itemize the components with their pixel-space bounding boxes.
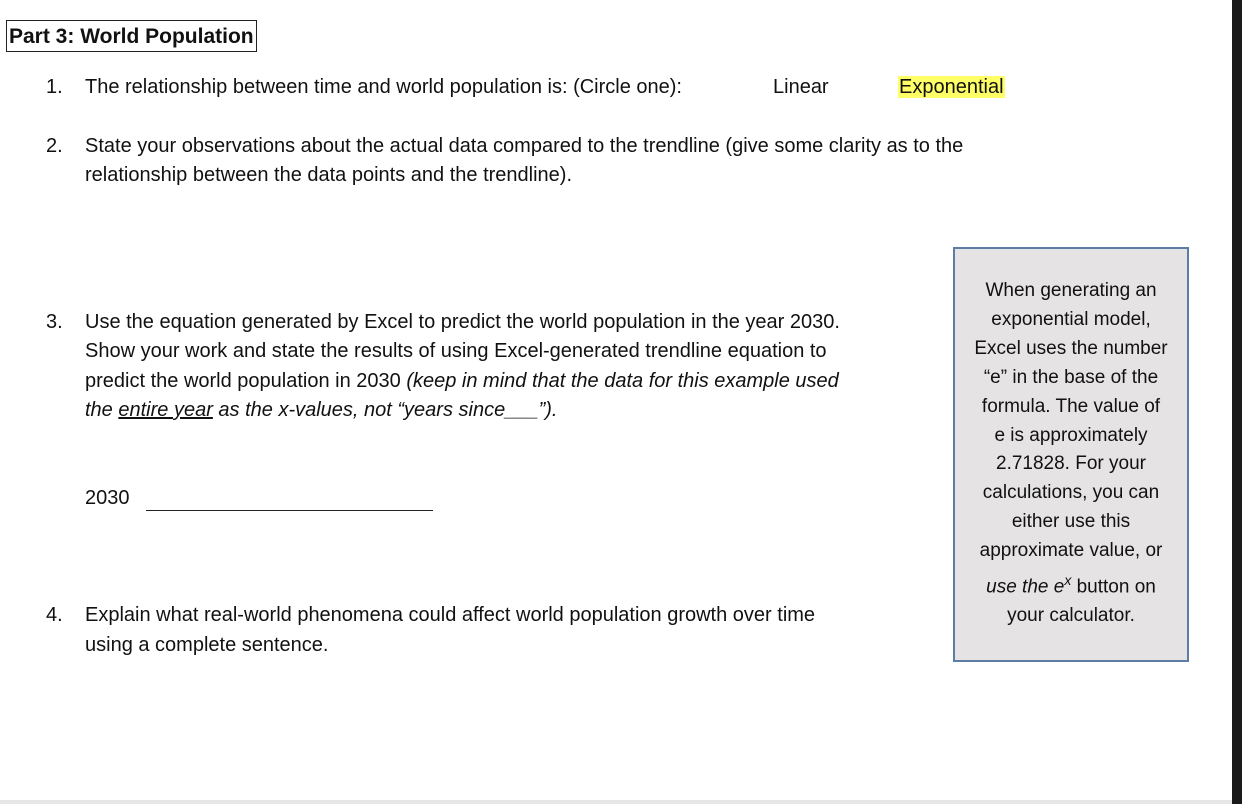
note-use-the: use the e — [986, 576, 1065, 598]
option-exponential — [898, 73, 1005, 102]
question-4-line-1: Explain what real-world phenomena could affect world population growth over time — [85, 604, 816, 626]
note-line: your calculator. — [1007, 605, 1135, 627]
section-title: Part 3: World Population — [6, 20, 257, 52]
window-edge-bottom — [0, 800, 1232, 804]
question-1-text: The relationship between time and world population is: (Circle one): — [85, 76, 682, 98]
answer-blank-line[interactable] — [146, 510, 433, 511]
note-line-ex — [965, 566, 1177, 602]
question-4-line-2: using a complete sentence. — [85, 634, 329, 656]
question-3-line-3 — [85, 367, 839, 396]
note-line: formula. The value of — [981, 395, 1161, 417]
note-line: Excel uses the number — [974, 337, 1168, 359]
note-line: exponential model, — [991, 308, 1151, 330]
note-line: “e” in the base of the — [983, 366, 1159, 388]
question-3-line-1: Use the equation generated by Excel to predict the world population in the year 2030. — [85, 311, 840, 333]
question-3-line-4-c: as the x-values, not “years since — [212, 399, 506, 421]
note-line: e is approximately — [994, 424, 1148, 446]
question-4-number: 4. — [46, 604, 63, 626]
question-3-line-4-e: ”). — [538, 399, 558, 421]
note-line: either use this — [1011, 511, 1131, 533]
question-2-number: 2. — [46, 135, 63, 157]
question-3-line-2: Show your work and state the results of using Excel-generated trendline equation to — [85, 340, 827, 362]
question-3-number: 3. — [46, 311, 63, 333]
question-3-line-3-italic: (keep in mind that the data for this example used — [406, 370, 839, 392]
question-3-line-4 — [85, 396, 557, 425]
question-3-line-4-a: the — [85, 399, 119, 421]
question-3-entire-year: entire year — [118, 399, 213, 421]
note-line: 2.71828. For your — [996, 453, 1146, 475]
question-2-line-1: State your observations about the actual data compared to the trendline (give some clarity as to the — [85, 135, 964, 157]
window-edge-right — [1232, 0, 1242, 804]
question-3-line-3-plain: predict the world population in 2030 — [85, 370, 407, 392]
note-line: calculations, you can — [982, 482, 1160, 504]
question-3-line-4-blank: ___ — [505, 399, 539, 421]
note-box — [953, 247, 1189, 662]
note-button-on: button on — [1071, 576, 1156, 598]
option-exponential-highlight: Exponential — [899, 76, 1004, 98]
note-line: approximate value, or — [979, 540, 1163, 562]
question-1-number: 1. — [46, 76, 63, 98]
answer-label-2030: 2030 — [85, 487, 130, 509]
note-exponent-x: x — [1064, 572, 1072, 589]
question-2-line-2: relationship between the data points and the trendline). — [85, 164, 573, 186]
option-linear: Linear — [773, 76, 829, 98]
note-line: When generating an — [985, 280, 1157, 301]
